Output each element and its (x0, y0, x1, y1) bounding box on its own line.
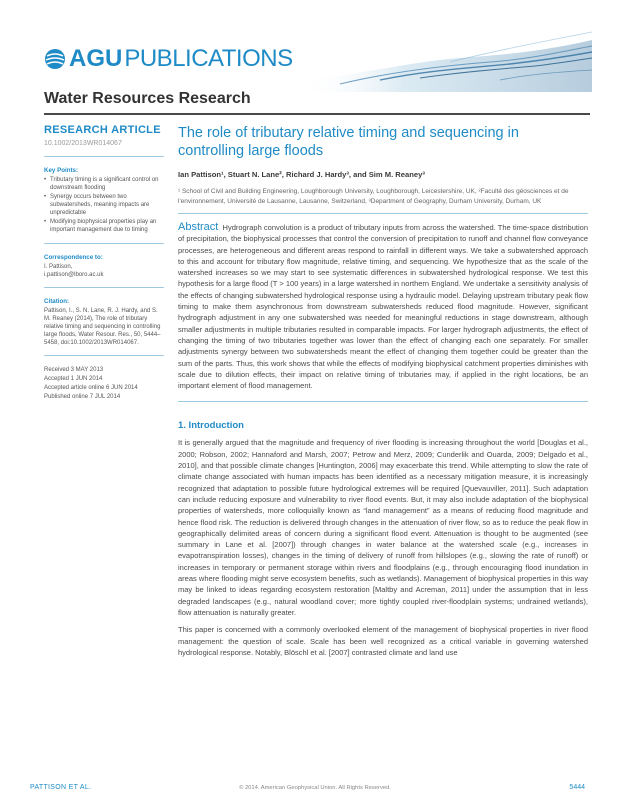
footer-authors: PATTISON ET AL. (30, 784, 92, 791)
key-point: • Synergy occurs between two subwatersheds, meaning impacts are unpredictable (44, 193, 164, 217)
history-published: Published online 7 JUL 2014 (44, 394, 121, 400)
logo-publications-text: PUBLICATIONS (124, 45, 293, 72)
correspondence-heading: Correspondence to: (44, 254, 103, 261)
abstract (178, 222, 588, 402)
abstract-text: Hydrograph convolution is a product of tributary inputs from across the watershed. The time-space distribution of precipitation, the biophysical processes that control the conversion of precipitation to runoff and channel flow conveyance processes, are heterogeneous and different areas respond to rainfall in different ways. We take a subwatershed approach to this and account for tributary flow magnitude, relative timing, and sequencing. We hypothesize that as the scale of the watershed increases so we may start to see systematic differences in subwatershed hydrological response. We test this hypothesis for a large flood (T > 100 years) in a large watershed in northern England. We undertake a sensitivity analysis of the effects of changing subwatershed hydrological response using a hydraulic model. Delaying upstream tributary peak flow timing to make them asynchronous from downstream subwatersheds reduced flood magnitude. However, significant hydrograph adjustment in any one subwatershed was needed for meaningful reductions in stage downstream, although smaller adjustments in multiple tributaries resulted in comparable impacts. For larger hydrograph adjustments, the effect of changing the timing of two tributaries together was lower than the effect of changing each one separately. For smaller adjustments synergy between two subwatersheds meant the effect of changing them together could be greater than the sum of the parts. Thus, this work shows that while the effects of modifying biophysical catchment properties diminishes with scale due to dilution effects, their impact on relative timing of tributaries may, if applied in the right locations, be an important element of flood management. (178, 223, 588, 391)
key-point: • Modifying biophysical properties play an important management due to timing (44, 218, 164, 234)
article-sidebar (44, 124, 164, 402)
citation-block (44, 298, 164, 356)
article-doi[interactable]: 10.1002/2013WR014067 (44, 140, 164, 157)
citation-text: Pattison, I., S. N. Lane, R. J. Hardy, and S. M. Reaney (2014), The role of tributary relative timing and sequencing in controlling large floods, Water Resour. Res., 50, 5444–5458, doi:10.1002/2013WR014067. (44, 308, 161, 346)
introduction-paragraph: It is generally argued that the magnitude and frequency of river flooding is increasing throughout the world [Douglas et al., 2000; Robson, 2002; Hannaford and Marsh, 2007; Petrow and Merz, 2009; Cunderlik and Ouarda, 2009; Delgado et al., 2010], and that possible climate changes [Huntington, 2006] may exacerbate this trend. While attempting to slow the rate of climate change associated with human impacts has been identified as a necessary mitigation measure, it is increasingly recognized that adaptation to possible future hydrological extremes will be required [Quevauviller, 2011]. Such adaptation can include reducing exposure and vulnerability to river flood events. But, it may also include adaptation of the biophysical properties of watersheds, more colloquially known as “land management” as a means of reducing flood magnitude and hence flood risk. The reduction is delivered through changes in the attenuation of river flow, so as to reduce the peak flow in geographically delimited areas of concern during a significant flood event. Attenuation is thought to be augmented (see summary in Lane et al. [2007]) through changes in water balance at the watershed scale (e.g., increases in evapotranspiration losses), changes in the timing of delivery of runoff from hillslopes (e.g., slowing the rate of runoff) or increases in temporary or permanent storage within rivers and floodplains (e.g., through encouraging flood inundation in areas where flooding might serve ecosystem benefits, such as wetlands). Management of biophysical properties in this way may be linked to ideas regarding ecosystem restoration [Maltby and Acreman, 2011] under the assumption that in less degraded landscapes (e.g., natural woodland cover; more tightly coupled river-floodplain systems; undrained wetlands), flow attenuation is naturally greater. (178, 438, 588, 617)
article-history (44, 366, 164, 401)
footer-page-number: 5444 (569, 784, 585, 791)
article-main (178, 124, 588, 658)
correspondence-block (44, 254, 164, 288)
logo-agu-text: AGU (69, 45, 123, 72)
history-online: Accepted article online 6 JUN 2014 (44, 385, 138, 391)
agu-publications-logo (44, 44, 293, 74)
journal-name: Water Resources Research (44, 90, 251, 107)
author-affiliations: ¹ School of Civil and Building Engineering, Loughborough University, Loughborough, Leicestershire, UK, ²Faculté des géosciences et de l'environnement, Université de Lausanne, Lausanne, Switzerland, ³Department of Geography, Durham University, Durham, UK (178, 187, 588, 214)
header-divider (44, 113, 590, 115)
key-point: • Tributary timing is a significant control on downstream flooding (44, 176, 164, 192)
correspondence-name: I. Pattison, (44, 264, 73, 270)
correspondence-email[interactable]: i.pattison@lboro.ac.uk (44, 272, 104, 278)
key-points-list (44, 176, 164, 244)
introduction-paragraph: This paper is concerned with a commonly overlooked element of the management of biophysical properties in river flood management: the question of scale. Scale has been well recognized as a critical variable in governing watershed hydrological response. Notably, Blöschl et al. [2007] contrasted climate and land use (178, 625, 588, 657)
header-wave-graphic (300, 22, 592, 92)
history-received: Received 3 MAY 2013 (44, 367, 104, 373)
introduction-heading: 1. Introduction (178, 420, 244, 432)
key-points-heading: Key Points: (44, 167, 79, 174)
article-authors: Ian Pattison¹, Stuart N. Lane², Richard J. Hardy³, and Sim M. Reaney³ (178, 170, 425, 179)
citation-heading: Citation: (44, 298, 70, 305)
article-title: The role of tributary relative timing and sequencing in controlling large floods (178, 125, 519, 159)
footer-copyright: © 2014. American Geophysical Union. All Rights Reserved. (239, 785, 391, 791)
history-accepted: Accepted 1 JUN 2014 (44, 376, 103, 382)
article-type: RESEARCH ARTICLE (44, 124, 161, 136)
agu-globe-icon (44, 48, 66, 70)
abstract-heading: Abstract (178, 221, 219, 233)
